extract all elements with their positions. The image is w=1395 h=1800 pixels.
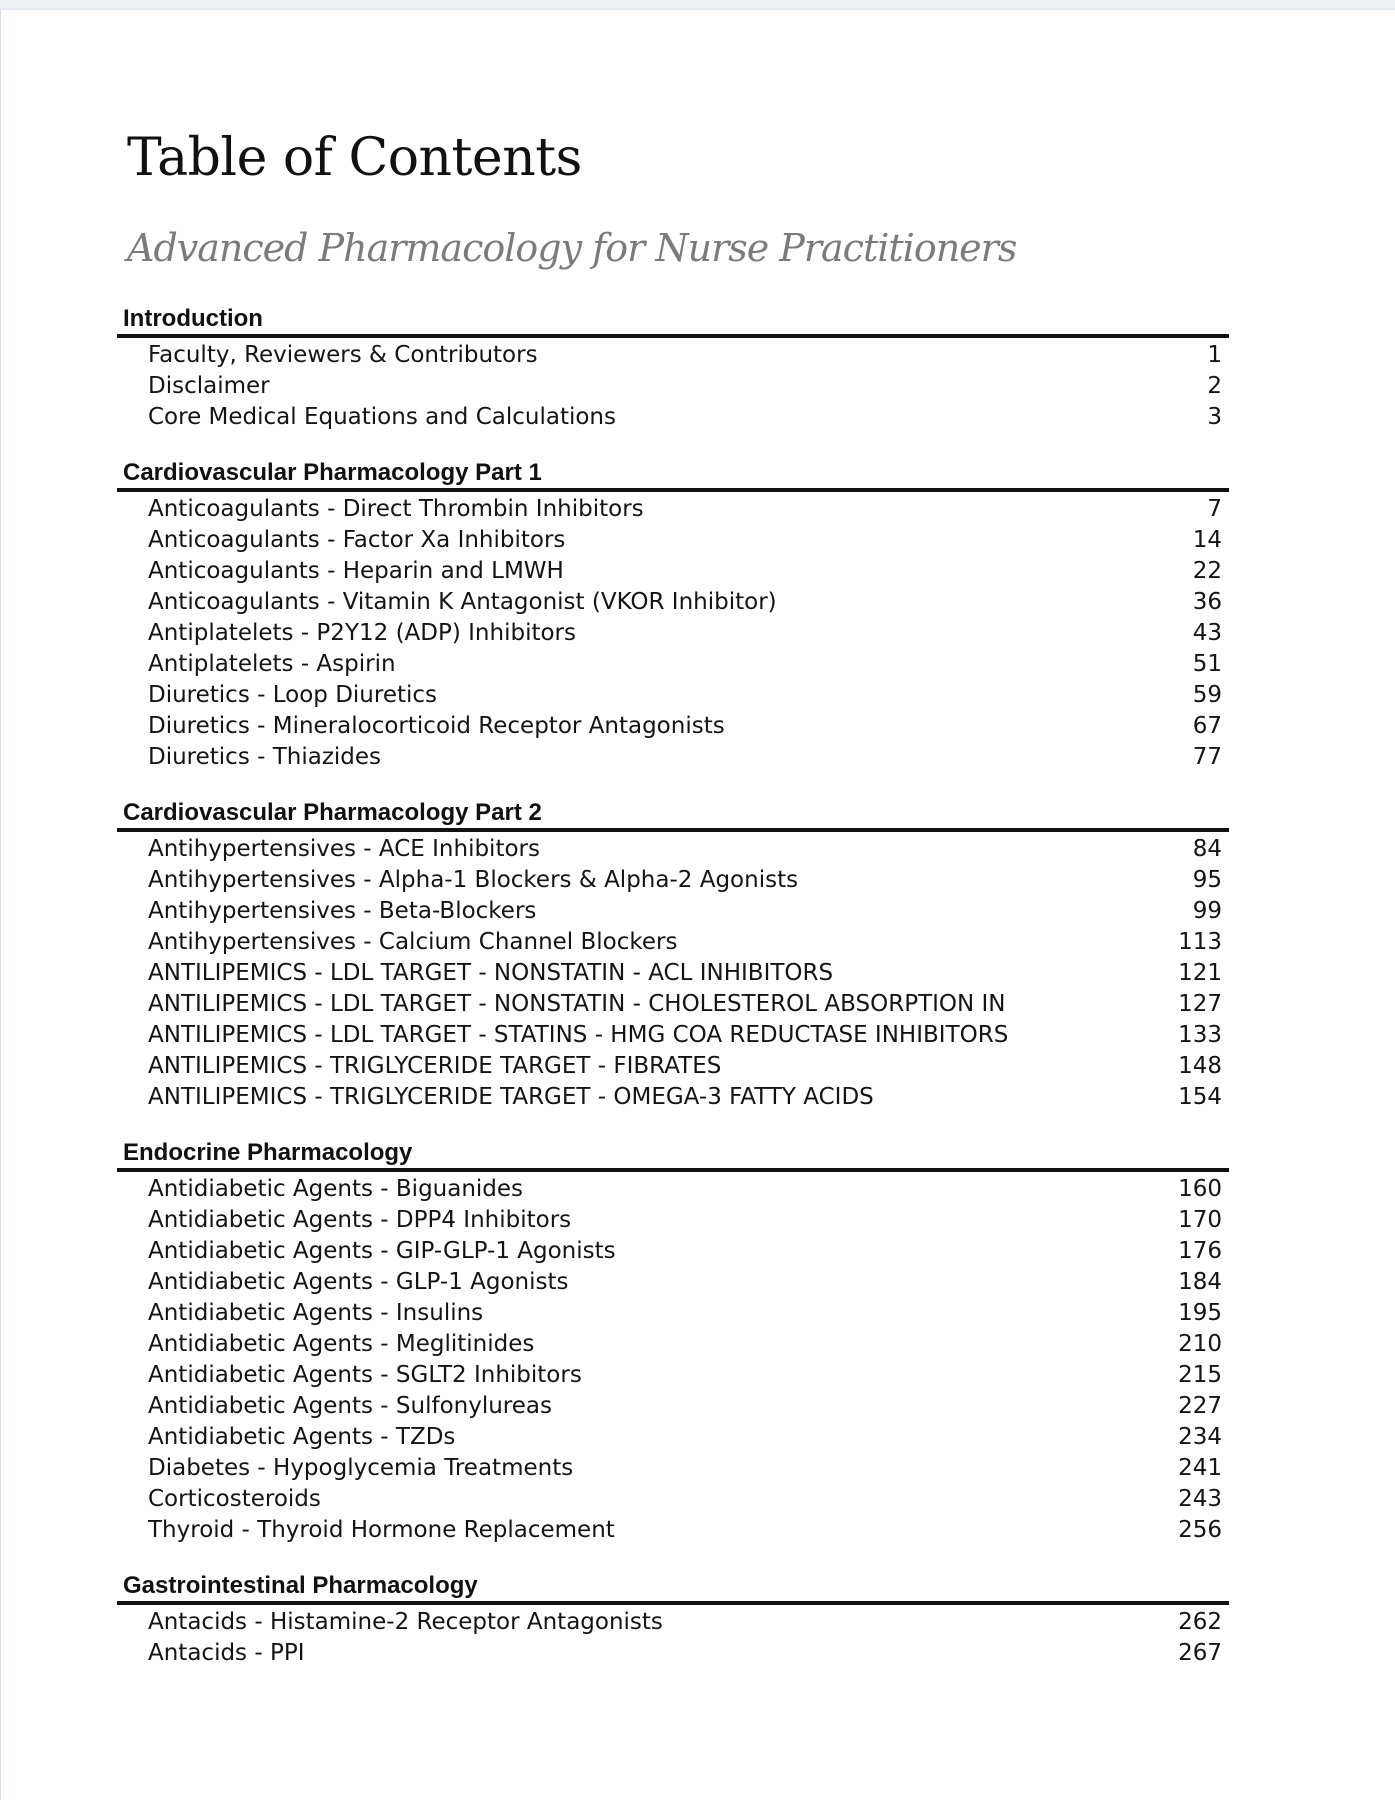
toc-entry[interactable] — [117, 1328, 1229, 1359]
toc-entry-page-number: 267 — [1178, 1639, 1222, 1666]
toc-section — [117, 304, 1229, 432]
toc-entry-title: Antihypertensives - Calcium Channel Blockers — [148, 928, 678, 955]
toc-section — [117, 1571, 1229, 1668]
section-header: Endocrine Pharmacology — [123, 1139, 413, 1166]
toc-entry-title: Core Medical Equations and Calculations — [148, 403, 616, 430]
toc-entry-page-number: 256 — [1178, 1516, 1222, 1543]
toc-entry-page-number: 154 — [1178, 1083, 1222, 1110]
toc-entry[interactable] — [117, 555, 1229, 586]
toc-entry-title: Anticoagulants - Direct Thrombin Inhibitors — [148, 495, 644, 522]
toc-entry[interactable] — [117, 370, 1229, 401]
toc-entry-page-number: 2 — [1207, 372, 1222, 399]
toc-entry[interactable] — [117, 1081, 1229, 1112]
section-divider — [117, 334, 1229, 338]
toc-entry-title: ANTILIPEMICS - LDL TARGET - NONSTATIN - ACL INHIBITORS — [148, 959, 834, 986]
toc-section — [117, 798, 1229, 1112]
toc-entry-title: Disclaimer — [148, 372, 270, 399]
toc-entry[interactable] — [117, 1390, 1229, 1421]
toc-entry[interactable] — [117, 1297, 1229, 1328]
toc-entry-title: Diabetes - Hypoglycemia Treatments — [148, 1454, 574, 1481]
toc-entry-page-number: 160 — [1178, 1175, 1222, 1202]
toc-entry-title: Antidiabetic Agents - DPP4 Inhibitors — [148, 1206, 572, 1233]
toc-entry-page-number: 241 — [1178, 1454, 1222, 1481]
toc-entry[interactable] — [117, 1050, 1229, 1081]
toc-entry-page-number: 7 — [1207, 495, 1222, 522]
toc-entry-page-number: 184 — [1178, 1268, 1222, 1295]
toc-entry-title: ANTILIPEMICS - LDL TARGET - STATINS - HMG COA REDUCTASE INHIBITORS — [148, 1021, 1009, 1048]
toc-entry-page-number: 195 — [1178, 1299, 1222, 1326]
toc-entry-page-number: 176 — [1178, 1237, 1222, 1264]
toc-entry-page-number: 148 — [1178, 1052, 1222, 1079]
toc-entry-title: Anticoagulants - Heparin and LMWH — [148, 557, 564, 584]
toc-entry-title: ANTILIPEMICS - TRIGLYCERIDE TARGET - OMEGA-3 FATTY ACIDS — [148, 1083, 874, 1110]
toc-entry[interactable] — [117, 586, 1229, 617]
toc-entry[interactable] — [117, 1483, 1229, 1514]
toc-entry-page-number: 133 — [1178, 1021, 1222, 1048]
document-page — [0, 8, 1395, 1800]
toc-entry-title: Antacids - PPI — [148, 1639, 305, 1666]
toc-entry[interactable] — [117, 617, 1229, 648]
section-header: Introduction — [123, 305, 263, 332]
toc-entry-title: Antidiabetic Agents - SGLT2 Inhibitors — [148, 1361, 582, 1388]
toc-entry-page-number: 14 — [1192, 526, 1222, 553]
toc-entry[interactable] — [117, 1019, 1229, 1050]
toc-entry-title: Antidiabetic Agents - Sulfonylureas — [148, 1392, 552, 1419]
section-header: Cardiovascular Pharmacology Part 2 — [123, 799, 542, 826]
toc-entry[interactable] — [117, 493, 1229, 524]
toc-entry-page-number: 77 — [1192, 743, 1222, 770]
toc-entry-title: Anticoagulants - Vitamin K Antagonist (VKOR Inhibitor) — [148, 588, 777, 615]
toc-entry-title: Antacids - Histamine-2 Receptor Antagonists — [148, 1608, 663, 1635]
section-header: Gastrointestinal Pharmacology — [123, 1572, 478, 1599]
toc-entry-page-number: 170 — [1178, 1206, 1222, 1233]
toc-entry-page-number: 22 — [1192, 557, 1222, 584]
toc-entry-page-number: 3 — [1207, 403, 1222, 430]
toc-entry-page-number: 113 — [1178, 928, 1222, 955]
toc-entry-title: Faculty, Reviewers & Contributors — [148, 341, 538, 368]
section-divider — [117, 828, 1229, 832]
toc-entry-title: Antidiabetic Agents - GIP-GLP-1 Agonists — [148, 1237, 616, 1264]
toc-entry-title: Antiplatelets - Aspirin — [148, 650, 396, 677]
toc-entry-title: Antidiabetic Agents - TZDs — [148, 1423, 456, 1450]
toc-entry[interactable] — [117, 988, 1229, 1019]
section-header: Cardiovascular Pharmacology Part 1 — [123, 459, 542, 486]
page-subtitle: Advanced Pharmacology for Nurse Practitioners — [127, 226, 1017, 270]
toc-entry-page-number: 234 — [1178, 1423, 1222, 1450]
toc-entry-page-number: 84 — [1192, 835, 1222, 862]
toc-entry-page-number: 262 — [1178, 1608, 1222, 1635]
toc-entry[interactable] — [117, 1421, 1229, 1452]
toc-entry-page-number: 227 — [1178, 1392, 1222, 1419]
toc-entry-page-number: 67 — [1192, 712, 1222, 739]
section-divider — [117, 1601, 1229, 1605]
toc-entry-title: Thyroid - Thyroid Hormone Replacement — [148, 1516, 615, 1543]
toc-entry[interactable] — [117, 895, 1229, 926]
toc-entry-page-number: 121 — [1178, 959, 1222, 986]
toc-entry-page-number: 210 — [1178, 1330, 1222, 1357]
toc-entry[interactable] — [117, 1452, 1229, 1483]
toc-section — [117, 1138, 1229, 1545]
toc-entry-title: Antidiabetic Agents - Meglitinides — [148, 1330, 535, 1357]
toc-entry-page-number: 43 — [1192, 619, 1222, 646]
toc-entry-title: Anticoagulants - Factor Xa Inhibitors — [148, 526, 566, 553]
toc-entry-title: Diuretics - Loop Diuretics — [148, 681, 438, 708]
toc-entry-title: Antidiabetic Agents - Insulins — [148, 1299, 484, 1326]
toc-entry[interactable] — [117, 679, 1229, 710]
toc-entry-page-number: 51 — [1192, 650, 1222, 677]
toc-entry[interactable] — [117, 1514, 1229, 1545]
section-divider — [117, 488, 1229, 492]
toc-entry-title: Antihypertensives - Beta-Blockers — [148, 897, 537, 924]
toc-entry-title: Diuretics - Thiazides — [148, 743, 382, 770]
toc-entry-title: Corticosteroids — [148, 1485, 321, 1512]
toc-entry[interactable] — [117, 710, 1229, 741]
table-of-contents — [117, 304, 1229, 1694]
toc-entry-title: Antiplatelets - P2Y12 (ADP) Inhibitors — [148, 619, 576, 646]
toc-entry-title: Antidiabetic Agents - Biguanides — [148, 1175, 524, 1202]
toc-entry-page-number: 243 — [1178, 1485, 1222, 1512]
toc-entry-page-number: 59 — [1192, 681, 1222, 708]
toc-entry[interactable] — [117, 1266, 1229, 1297]
toc-entry-title: Diuretics - Mineralocorticoid Receptor Antagonists — [148, 712, 725, 739]
toc-entry[interactable] — [117, 864, 1229, 895]
toc-entry[interactable] — [117, 524, 1229, 555]
toc-entry-page-number: 215 — [1178, 1361, 1222, 1388]
toc-entry[interactable] — [117, 1235, 1229, 1266]
toc-entry[interactable] — [117, 1204, 1229, 1235]
toc-entry-page-number: 36 — [1192, 588, 1222, 615]
page-title: Table of Contents — [127, 128, 582, 188]
toc-entry[interactable] — [117, 833, 1229, 864]
toc-section — [117, 458, 1229, 772]
toc-entry-page-number: 127 — [1178, 990, 1222, 1017]
section-divider — [117, 1168, 1229, 1172]
toc-entry[interactable] — [117, 741, 1229, 772]
toc-entry[interactable] — [117, 1637, 1229, 1668]
toc-entry-page-number: 99 — [1192, 897, 1222, 924]
toc-entry[interactable] — [117, 401, 1229, 432]
toc-entry[interactable] — [117, 1359, 1229, 1390]
toc-entry-title: Antihypertensives - Alpha-1 Blockers & Alpha-2 Agonists — [148, 866, 799, 893]
toc-entry[interactable] — [117, 1606, 1229, 1637]
toc-entry[interactable] — [117, 339, 1229, 370]
toc-entry-page-number: 1 — [1207, 341, 1222, 368]
toc-entry-title: ANTILIPEMICS - LDL TARGET - NONSTATIN - CHOLESTEROL ABSORPTION IN — [148, 990, 1006, 1017]
toc-entry[interactable] — [117, 926, 1229, 957]
toc-entry[interactable] — [117, 957, 1229, 988]
toc-entry[interactable] — [117, 1173, 1229, 1204]
toc-entry-title: ANTILIPEMICS - TRIGLYCERIDE TARGET - FIBRATES — [148, 1052, 722, 1079]
toc-entry-title: Antidiabetic Agents - GLP-1 Agonists — [148, 1268, 569, 1295]
toc-entry-page-number: 95 — [1192, 866, 1222, 893]
toc-entry[interactable] — [117, 648, 1229, 679]
toc-entry-title: Antihypertensives - ACE Inhibitors — [148, 835, 540, 862]
